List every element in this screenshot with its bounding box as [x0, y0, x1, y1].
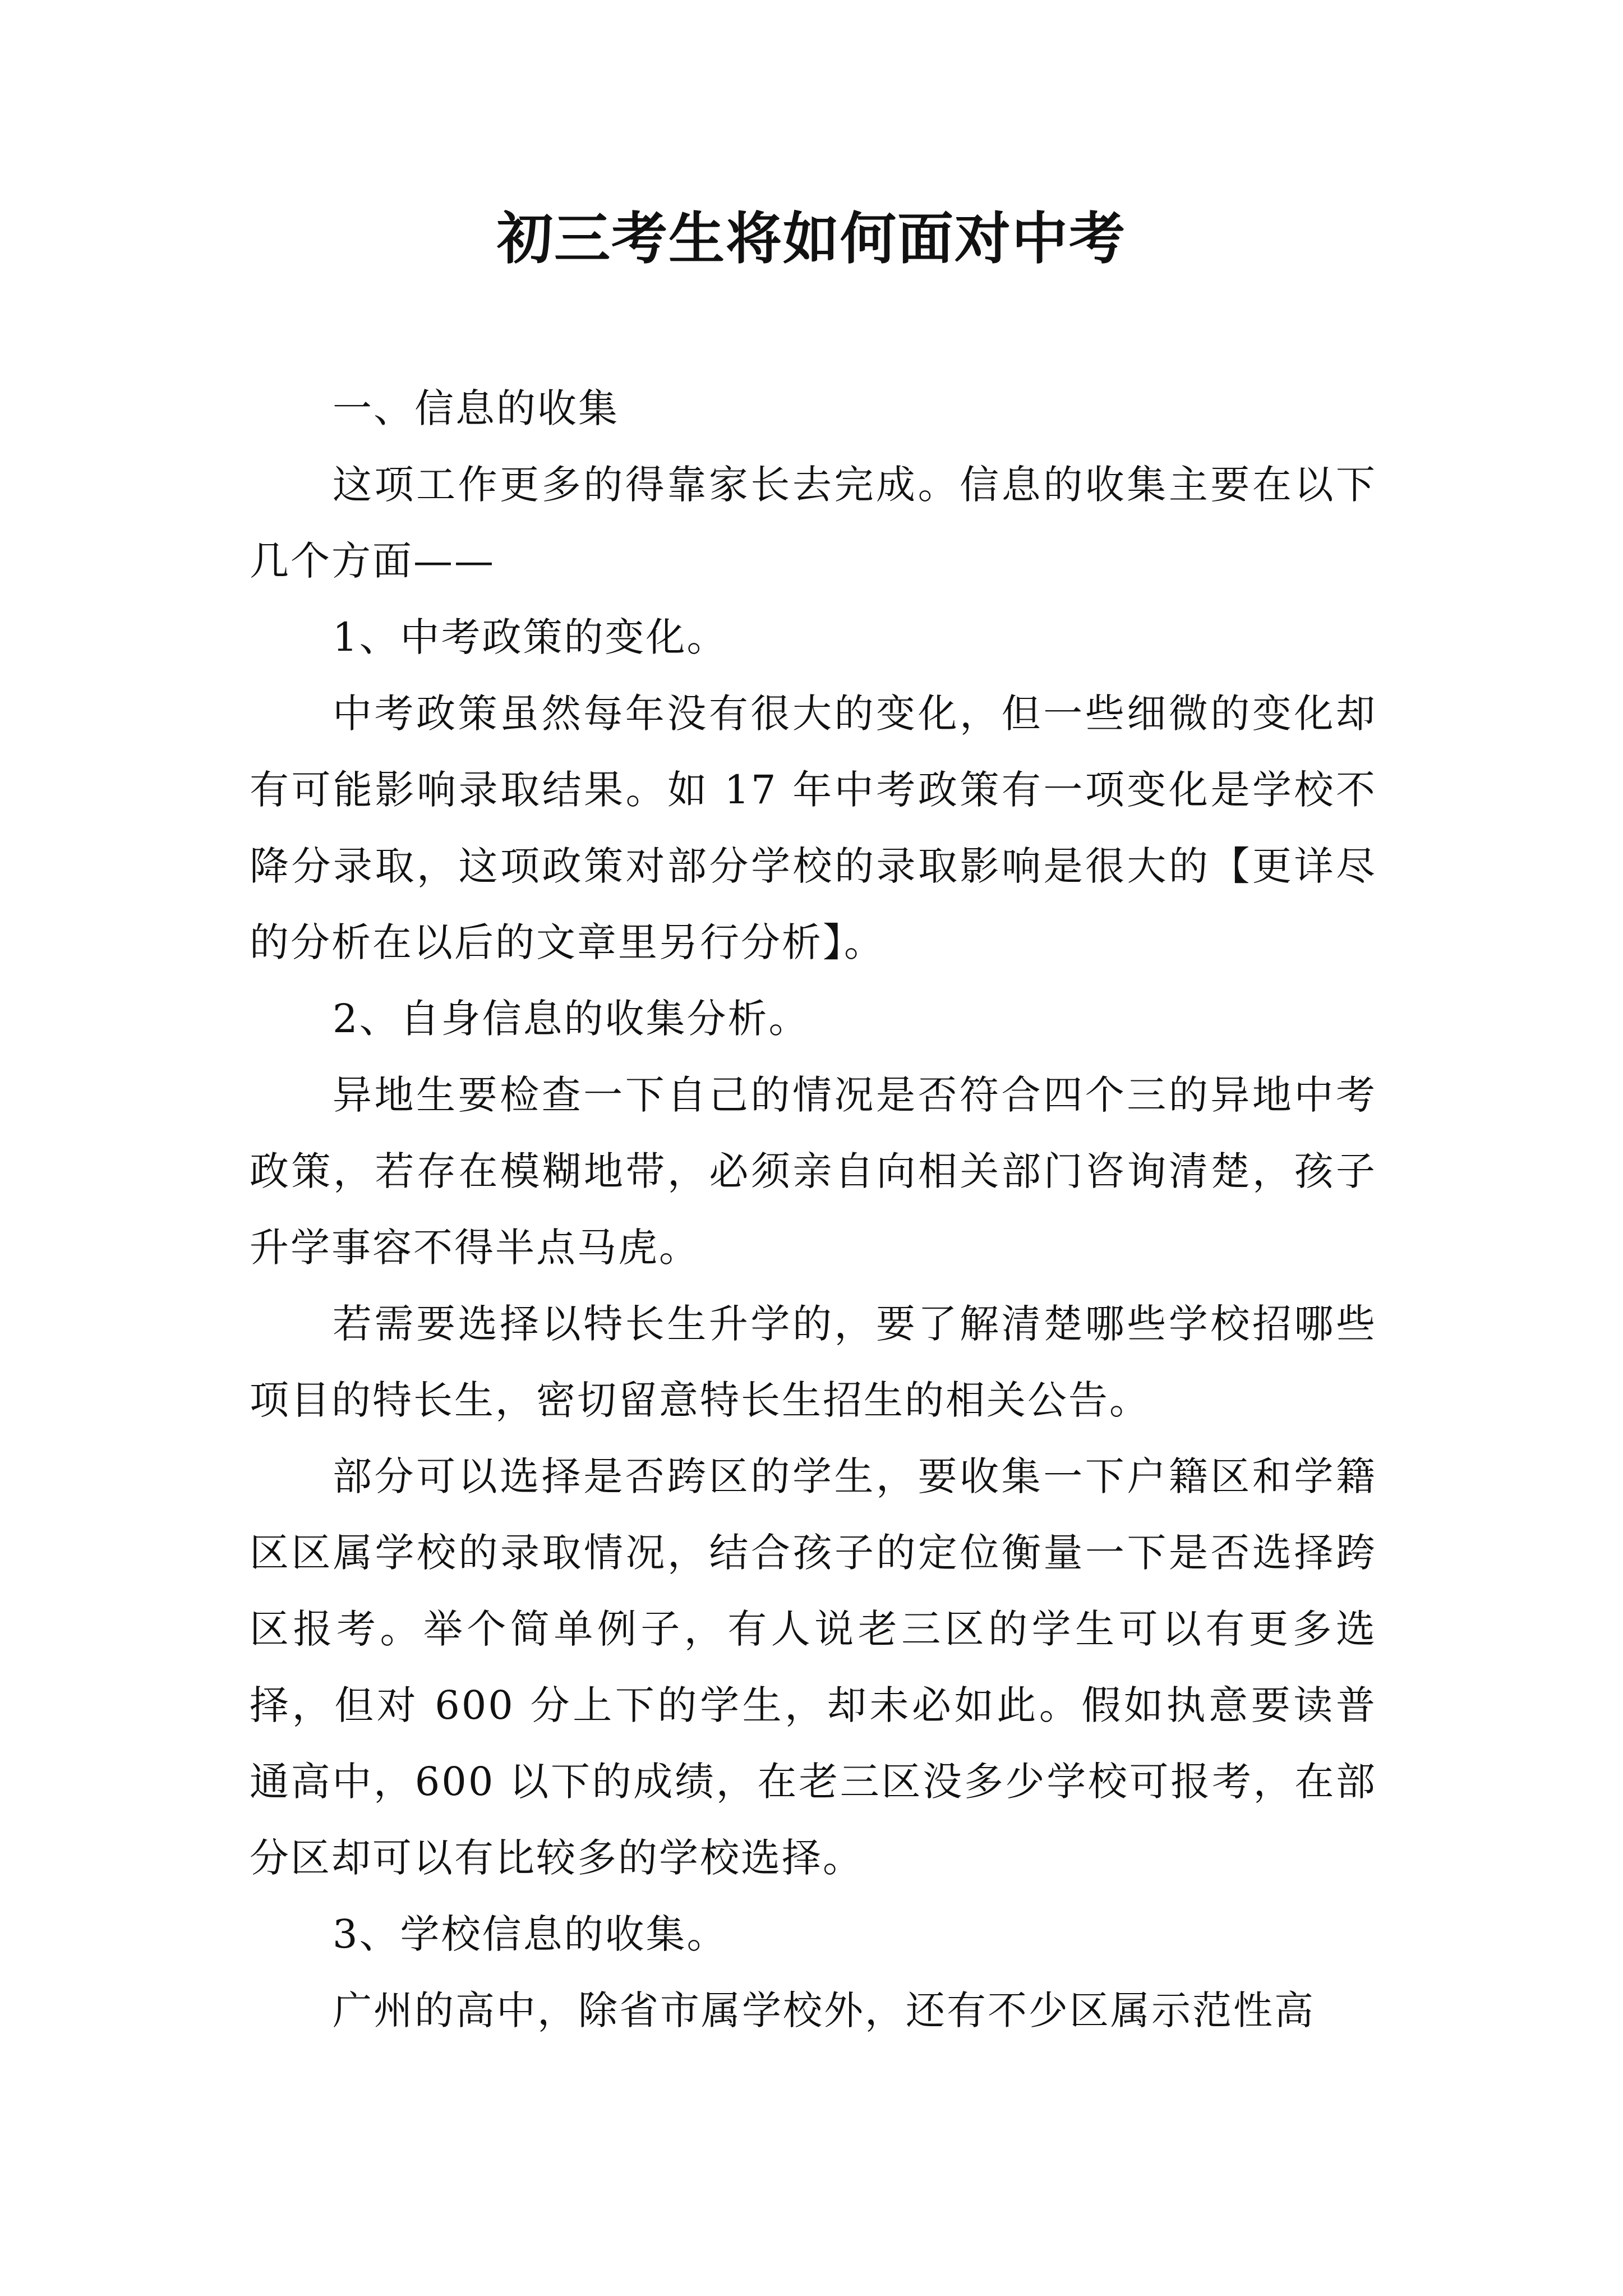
subheading-self-information: 2、自身信息的收集分析。 — [333, 996, 810, 1042]
paragraph: 部分可以选择是否跨区的学生，要收集一下户籍区和学籍区区属学校的录取情况，结合孩子的定位衡量一下是否选择跨区报考。举个简单例子，有人说老三区的学生可以有更多选择，但对 600 分上下的学生，却未必如此。假如执意要读普通高中，600 以下的成绩，在老三区没多少学校可报考，在部分区却可以有比较多的学校选择。 — [250, 1453, 1377, 1881]
subheading-school-information: 3、学校信息的收集。 — [333, 1911, 728, 1957]
document-title: 初三考生将如何面对中考 — [497, 205, 1126, 272]
paragraph: 广州的高中，除省市属学校外，还有不少区属示范性高 — [333, 1987, 1315, 2033]
paragraph: 这项工作更多的得靠家长去完成。信息的收集主要在以下几个方面—— — [250, 462, 1377, 584]
document-body — [250, 370, 1377, 2049]
section-heading-information-collection: 一、信息的收集 — [333, 385, 619, 431]
subheading-policy-change: 1、中考政策的变化。 — [333, 614, 728, 660]
paragraph: 若需要选择以特长生升学的，要了解清楚哪些学校招哪些项目的特长生，密切留意特长生招生的相关公告。 — [250, 1301, 1377, 1423]
paragraph: 异地生要检查一下自己的情况是否符合四个三的异地中考政策，若存在模糊地带，必须亲自向相关部门咨询清楚，孩子升学事容不得半点马虎。 — [250, 1072, 1377, 1271]
paragraph: 中考政策虽然每年没有很大的变化，但一些细微的变化却有可能影响录取结果。如 17 年中考政策有一项变化是学校不降分录取，这项政策对部分学校的录取影响是很大的【更详尽的分析在以后的文章里另行分析】。 — [250, 691, 1377, 965]
